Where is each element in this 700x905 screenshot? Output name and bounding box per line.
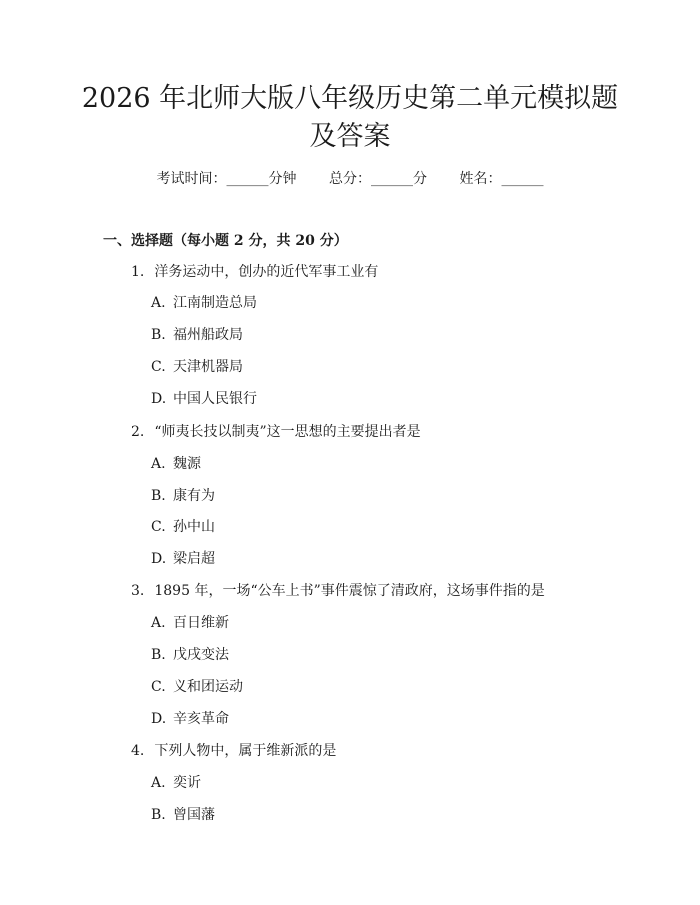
question-1-option-d: [151, 388, 257, 408]
question-1-option-c: [151, 356, 243, 376]
question-4-stem: [131, 740, 336, 760]
title-line-1: 2026 年北师大版八年级历史第二单元模拟题: [81, 83, 619, 114]
question-1-option-b: [151, 324, 243, 344]
option-text: 辛亥革命: [173, 711, 229, 727]
question-3-option-d: [151, 708, 229, 728]
total-score-field: [329, 171, 427, 187]
question-text: 洋务运动中，创办的近代军事工业有: [154, 264, 379, 280]
option-letter: C.: [151, 679, 166, 695]
option-text: 天津机器局: [173, 359, 243, 375]
question-number: 4.: [131, 743, 145, 759]
option-letter: A.: [151, 775, 166, 791]
score-blank: ______: [371, 171, 413, 187]
option-text: 义和团运动: [173, 679, 243, 695]
time-label: 考试时间：: [156, 171, 227, 187]
option-letter: D.: [151, 711, 167, 727]
student-name-field: [459, 171, 543, 187]
question-2-option-a: [151, 453, 201, 473]
question-2-option-d: [151, 548, 215, 568]
option-letter: C.: [151, 519, 166, 535]
question-2-option-c: [151, 516, 215, 536]
option-text: 梁启超: [173, 551, 215, 567]
option-text: 戊戌变法: [173, 647, 229, 663]
question-text: 下列人物中，属于维新派的是: [154, 743, 337, 759]
name-blank: ______: [501, 171, 544, 187]
section-heading: 一、选择题（每小题 2 分，共 20 分）: [103, 233, 348, 249]
name-label: 姓名：: [459, 171, 502, 187]
option-letter: A.: [151, 295, 166, 311]
option-letter: A.: [151, 456, 166, 472]
option-letter: C.: [151, 359, 166, 375]
option-text: 孙中山: [173, 519, 215, 535]
question-1-option-a: [151, 292, 257, 312]
question-3-option-b: [151, 644, 229, 664]
option-letter: B.: [151, 488, 166, 504]
question-2-option-b: [151, 485, 215, 505]
option-text: 奕䜣: [173, 775, 201, 791]
question-3-stem: [131, 580, 545, 600]
option-text: 福州船政局: [173, 327, 243, 343]
score-label: 总分：: [329, 171, 371, 187]
question-text: “师夷长技以制夷”这一思想的主要提出者是: [154, 424, 421, 440]
option-letter: B.: [151, 327, 166, 343]
question-number: 2.: [131, 424, 145, 440]
option-letter: D.: [151, 391, 167, 407]
question-4-option-b: [151, 804, 215, 824]
option-letter: A.: [151, 615, 166, 631]
exam-time-field: [157, 171, 297, 187]
question-text: 1895 年，一场“公车上书”事件震惊了清政府，这场事件指的是: [154, 583, 545, 599]
option-text: 曾国藩: [173, 807, 215, 823]
question-1-stem: [131, 261, 378, 281]
option-text: 魏源: [173, 456, 201, 472]
option-text: 百日维新: [173, 615, 229, 631]
question-number: 1.: [131, 264, 145, 280]
option-text: 江南制造总局: [173, 295, 257, 311]
time-blank: ______: [226, 171, 269, 187]
option-letter: D.: [151, 551, 167, 567]
time-unit: 分钟: [268, 171, 297, 187]
question-3-option-c: [151, 676, 243, 696]
question-4-option-a: [151, 772, 201, 792]
question-number: 3.: [131, 583, 145, 599]
page-title: [60, 80, 640, 156]
option-text: 中国人民银行: [173, 391, 257, 407]
exam-info-row: [0, 168, 700, 188]
option-text: 康有为: [173, 488, 215, 504]
question-2-stem: [131, 421, 421, 441]
score-unit: 分: [413, 171, 427, 187]
option-letter: B.: [151, 647, 166, 663]
question-3-option-a: [151, 612, 229, 632]
title-line-2: 及答案: [309, 121, 391, 152]
option-letter: B.: [151, 807, 166, 823]
